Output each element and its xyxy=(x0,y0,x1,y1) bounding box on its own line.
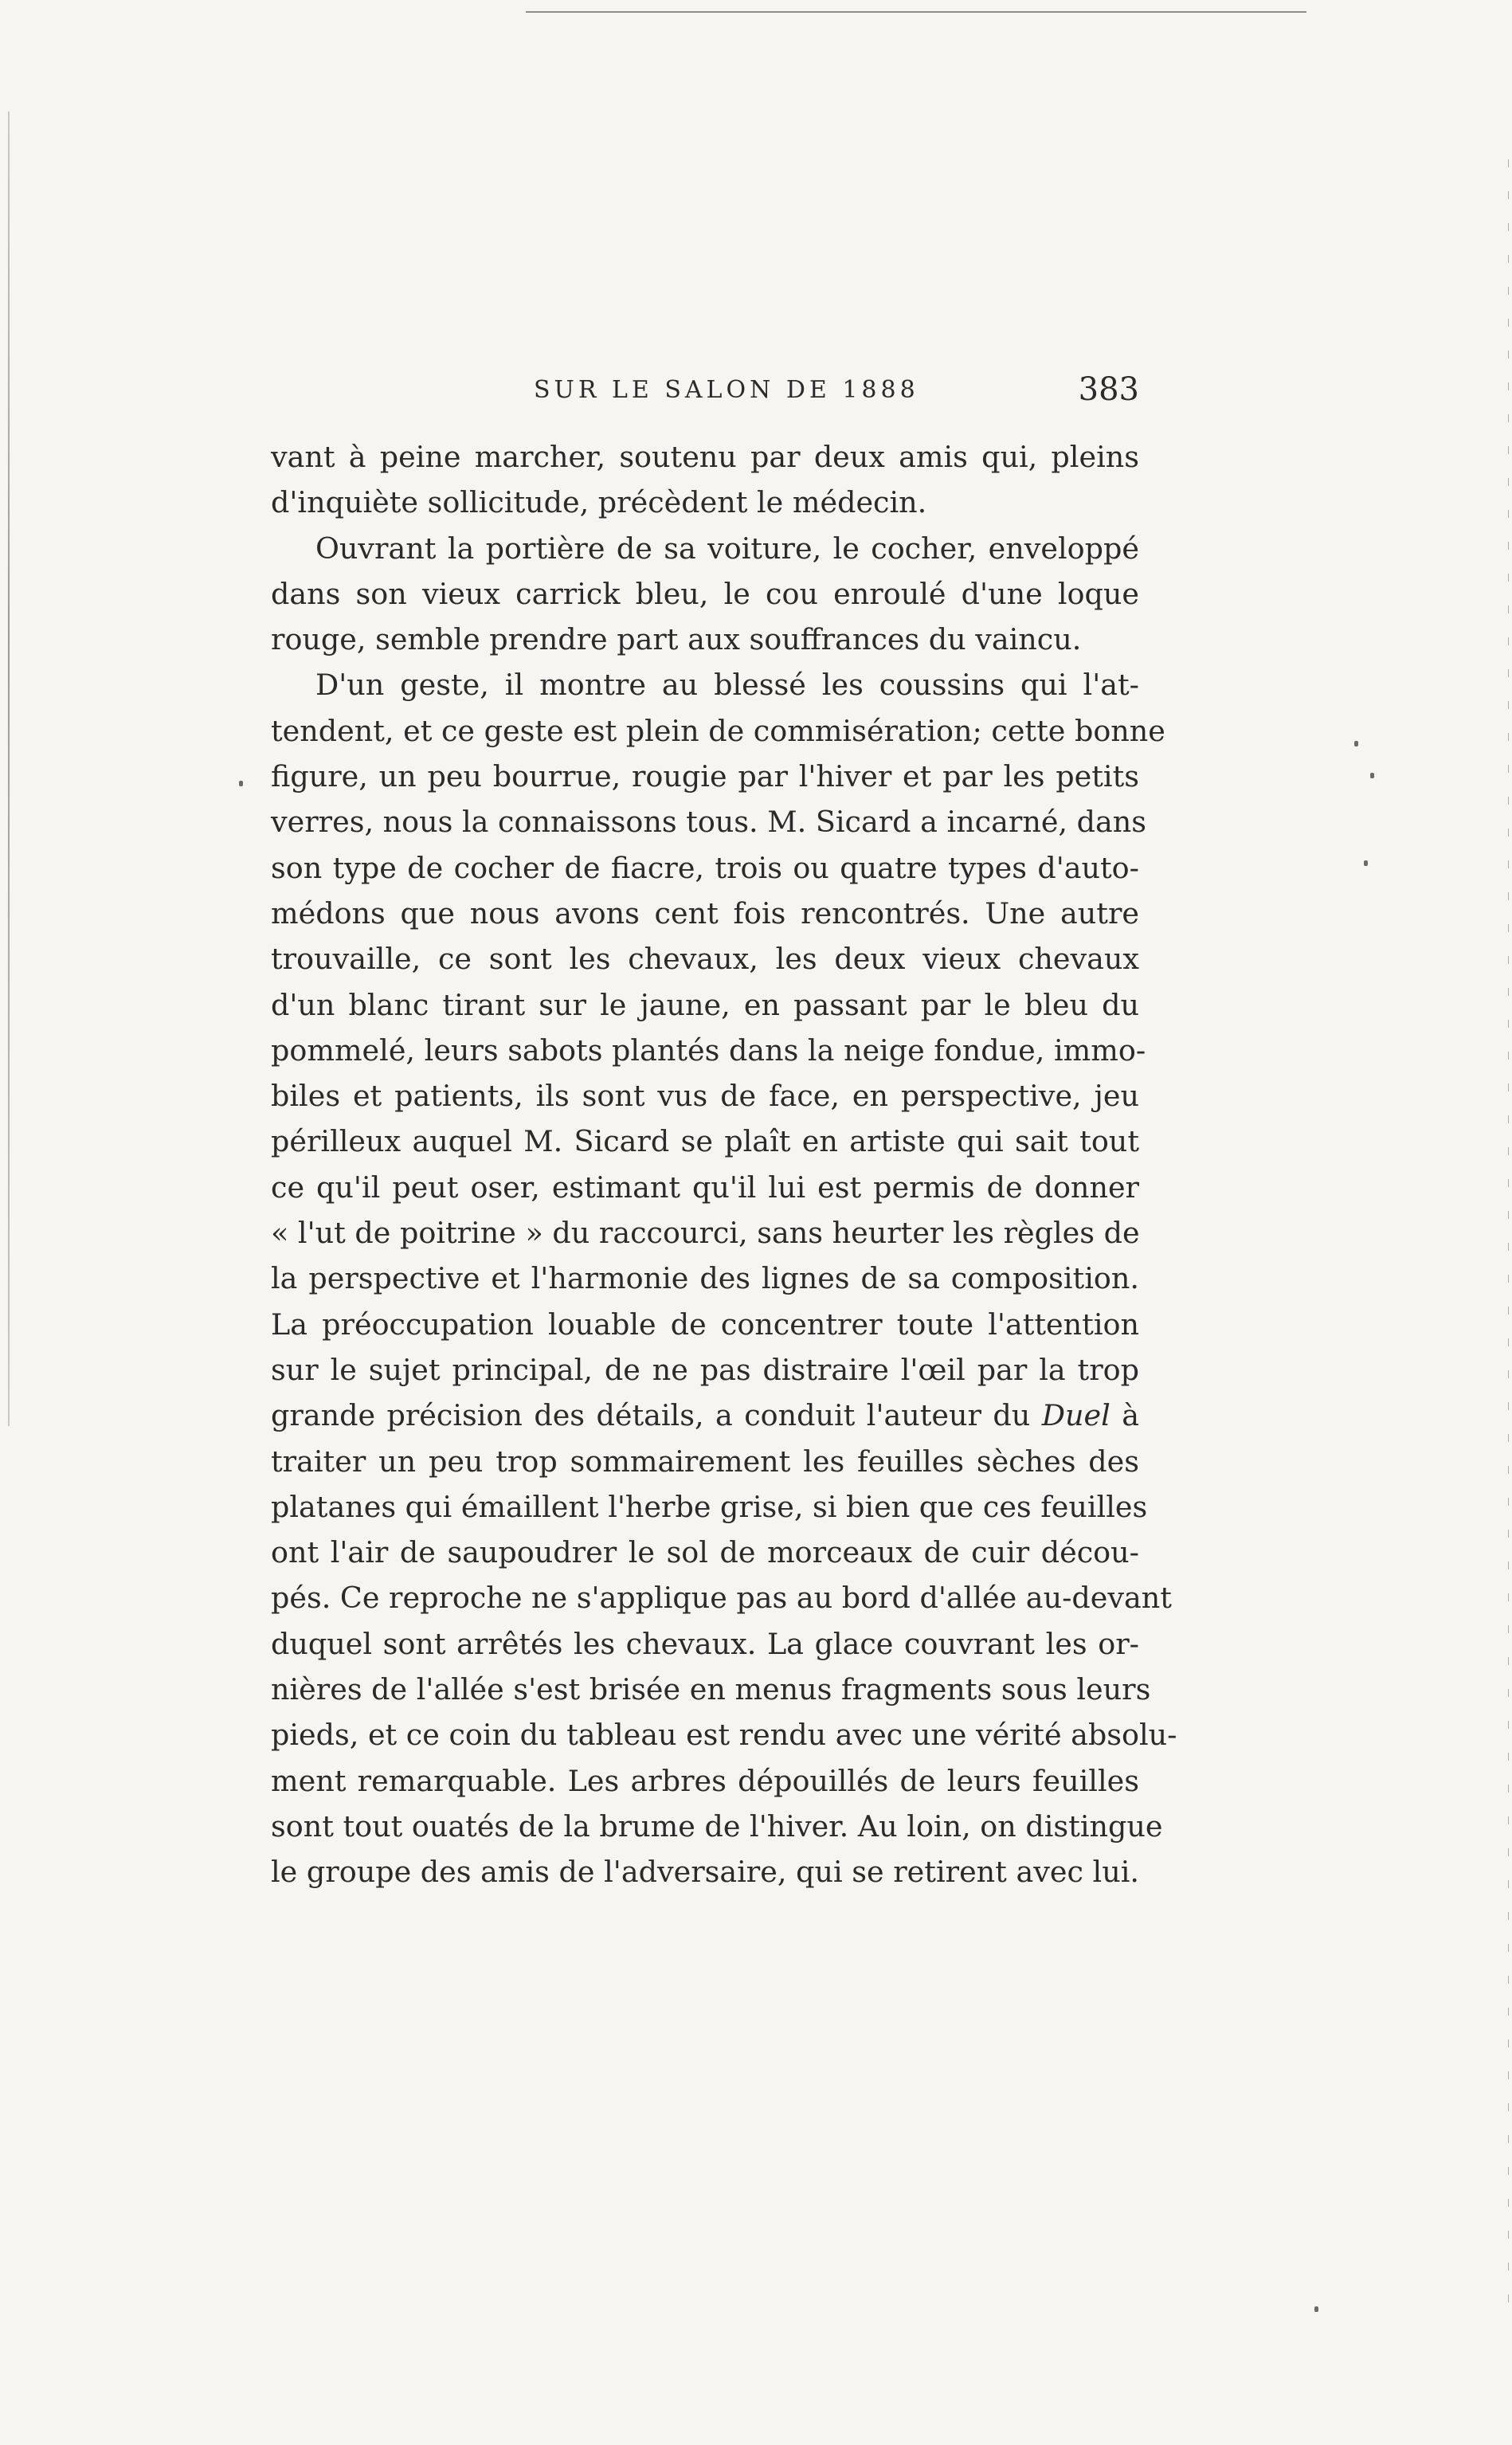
text-line: périlleux auquel M. Sicard se plaît en artiste qui sait tout xyxy=(271,1124,1139,1159)
text-line: vant à peine marcher, soutenu par deux amis qui, pleins xyxy=(271,440,1139,474)
text-line: son type de cocher de fiacre, trois ou quatre types d'auto- xyxy=(271,850,1139,885)
text-line: rouge, semble prendre part aux souffrances du vaincu. xyxy=(271,622,1082,657)
artwork-title: Duel xyxy=(1041,1398,1110,1433)
text-line: pommelé, leurs sabots plantés dans la neige fondue, immo- xyxy=(271,1032,1146,1068)
text-line: Ouvrant la portière de sa voiture, le cocher, enveloppé xyxy=(315,531,1139,566)
text-line: le groupe des amis de l'adversaire, qui se retirent avec lui. xyxy=(271,1855,1139,1890)
text-line: pés. Ce reproche ne s'applique pas au bord d'allée au-devant xyxy=(271,1581,1172,1616)
text-line: sont tout ouatés de la brume de l'hiver. Au loin, on distingue xyxy=(271,1808,1163,1844)
text-line: duquel sont arrêtés les chevaux. La glace couvrant les or- xyxy=(271,1626,1139,1661)
ink-speck xyxy=(1364,860,1368,866)
text-line: dans son vieux carrick bleu, le cou enroulé d'une loque xyxy=(271,576,1139,611)
text-line: nières de l'allée s'est brisée en menus fragments sous leurs xyxy=(271,1672,1151,1707)
text-line: verres, nous la connaissons tous. M. Sicard a incarné, dans xyxy=(271,805,1146,840)
page-number: 383 xyxy=(1078,371,1139,408)
text-line: tendent, et ce geste est plein de commisération; cette bonne xyxy=(271,713,1165,748)
ink-speck xyxy=(1370,773,1374,778)
text-line: ont l'air de saupoudrer le sol de morceaux de cuir décou- xyxy=(271,1535,1139,1570)
text-line: ment remarquable. Les arbres dépouillés de leurs feuilles xyxy=(271,1763,1139,1798)
text-line: D'un geste, il montre au blessé les coussins qui l'at- xyxy=(315,668,1139,703)
text-line: d'inquiète sollicitude, précèdent le médecin. xyxy=(271,485,927,520)
body-text xyxy=(271,434,1177,1895)
text-line: sur le sujet principal, de ne pas distraire l'œil par la trop xyxy=(271,1352,1139,1387)
text-line: « l'ut de poitrine » du raccourci, sans heurter les règles de xyxy=(271,1216,1140,1251)
scan-left-edge xyxy=(8,112,10,1426)
ink-speck xyxy=(1314,2306,1318,2312)
scan-top-rule xyxy=(526,11,1306,13)
text-line: traiter un peu trop sommairement les feuilles sèches des xyxy=(271,1444,1139,1479)
text-line: pieds, et ce coin du tableau est rendu avec une vérité absolu- xyxy=(271,1718,1177,1753)
running-head xyxy=(271,371,1139,419)
scan-right-edge xyxy=(1508,159,1509,2310)
text-line: figure, un peu bourrue, rougie par l'hiver et par les petits xyxy=(271,759,1139,794)
text-segment: à xyxy=(1122,1398,1139,1433)
running-head-title: SUR LE SALON DE 1888 xyxy=(534,376,919,404)
text-line: La préoccupation louable de concentrer toute l'attention xyxy=(271,1307,1139,1342)
text-line: d'un blanc tirant sur le jaune, en passant par le bleu du xyxy=(271,987,1139,1022)
ink-speck xyxy=(1354,741,1358,746)
text-line: la perspective et l'harmonie des lignes de sa composition. xyxy=(271,1261,1139,1296)
text-line: platanes qui émaillent l'herbe grise, si bien que ces feuilles xyxy=(271,1489,1148,1524)
text-line: trouvaille, ce sont les chevaux, les deux vieux chevaux xyxy=(271,942,1139,977)
ink-speck xyxy=(239,781,243,786)
text-segment: grande précision des détails, a conduit l'auteur du xyxy=(271,1398,1031,1433)
text-line: biles et patients, ils sont vus de face, en perspective, jeu xyxy=(271,1079,1139,1114)
text-line: médons que nous avons cent fois rencontrés. Une autre xyxy=(271,895,1139,931)
text-line: ce qu'il peut oser, estimant qu'il lui est permis de donner xyxy=(271,1170,1139,1205)
text-line-with-title xyxy=(271,1393,1139,1438)
